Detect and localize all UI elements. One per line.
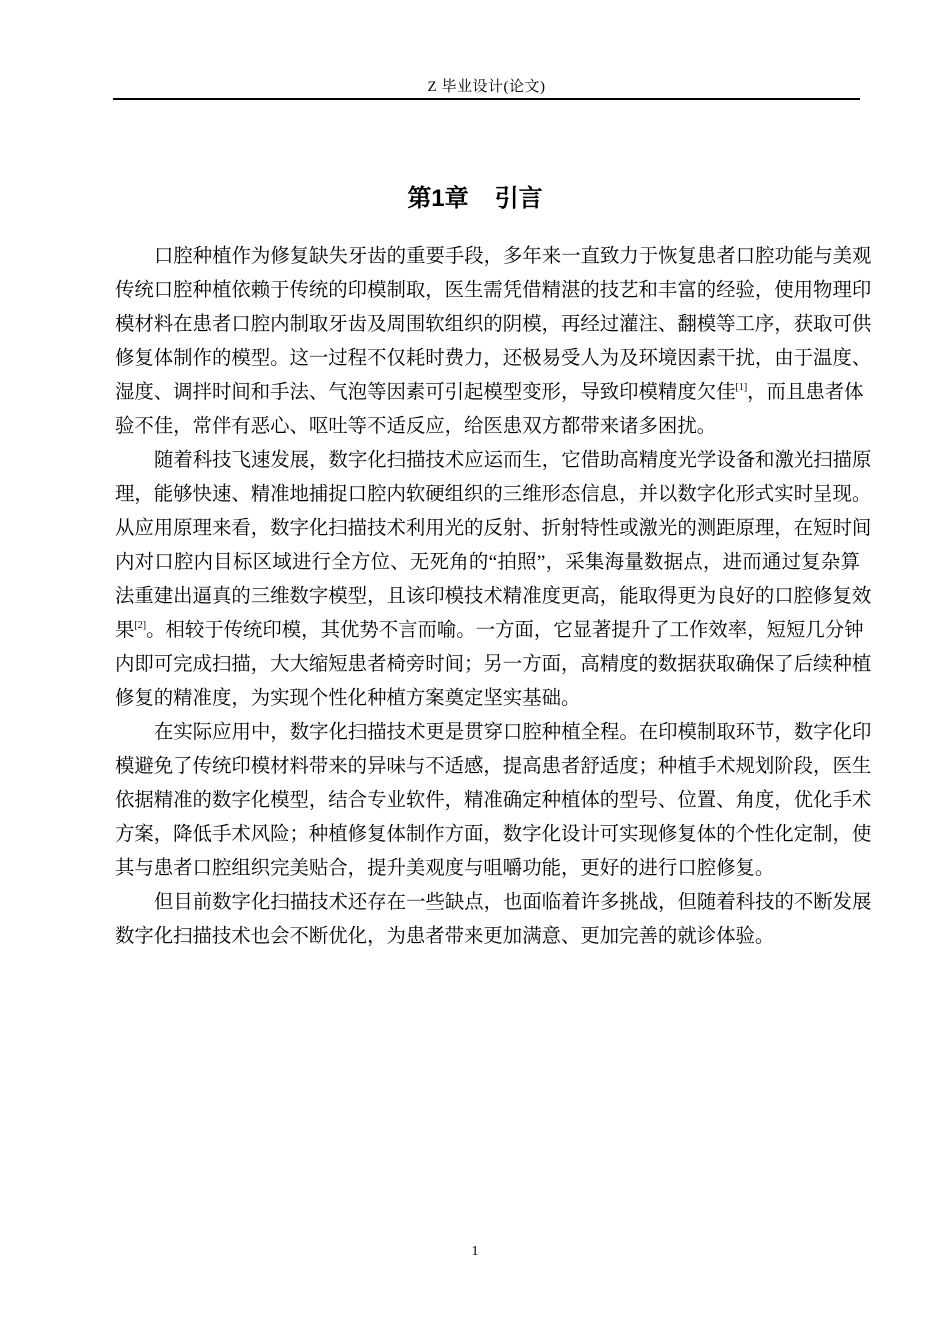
paragraph [115,444,872,716]
page-number: 1 [471,1244,479,1259]
text-line: 传统口腔种植依赖于传统的印模制取，医生需凭借精湛的技艺和丰富的经验，使用物理印 [115,280,872,301]
text-line: 修复的精准度，为实现个性化种植方案奠定坚实基础。 [115,688,581,709]
citation-ref: [1] [735,382,748,393]
text-line [115,614,864,648]
running-header: Z 毕业设计(论文) [427,79,546,95]
text-line: 模材料在患者口腔内制取牙齿及周围软组织的阴模，再经过灌注、翻模等工序，获取可供 [115,314,872,335]
paragraph [115,240,872,444]
text-line: 口腔种植作为修复缺失牙齿的重要手段，多年来一直致力于恢复患者口腔功能与美观 [154,246,872,267]
text-line: 修复体制作的模型。这一过程不仅耗时费力，还极易受人为及环境因素干扰，由于温度、 [115,348,872,369]
text-line: 模避免了传统印模材料带来的异味与不适感，提高患者舒适度；种植手术规划阶段，医生 [115,756,872,777]
text-line: 其与患者口腔组织完美贴合，提升美观度与咀嚼功能，更好的进行口腔修复。 [115,858,775,879]
text-line: 数字化扫描技术也会不断优化，为患者带来更加满意、更加完善的就诊体验。 [115,926,775,947]
text-segment: ，而且患者体 [747,382,864,403]
text-line: 在实际应用中，数字化扫描技术更是贯穿口腔种植全程。在印模制取环节，数字化印 [154,722,872,743]
body-text [115,240,872,954]
text-line: 内即可完成扫描，大大缩短患者椅旁时间；另一方面，高精度的数据获取确保了后续种植 [115,654,872,675]
text-line: 从应用原理来看，数字化扫描技术利用光的反射、折射特性或激光的测距原理，在短时间 [115,518,872,539]
text-line: 方案，降低手术风险；种植修复体制作方面，数字化设计可实现修复体的个性化定制，使 [115,824,872,845]
chapter-title [0,178,950,213]
chapter-number: 第1章 [407,185,469,212]
citation-ref: [2] [134,620,147,631]
paragraph [115,716,872,886]
text-segment: 湿度、调拌时间和手法、气泡等因素可引起模型变形，导致印模精度欠佳 [115,382,736,403]
text-segment: 果 [115,620,135,641]
text-line: 随着科技飞速发展，数字化扫描技术应运而生，它借助高精度光学设备和激光扫描原 [154,450,872,471]
text-line: 内对口腔内目标区域进行全方位、无死角的“拍照”，采集海量数据点，进而通过复杂算 [115,552,860,573]
text-line: 但目前数字化扫描技术还存在一些缺点，也面临着许多挑战，但随着科技的不断发展 [154,892,872,913]
header-divider [113,98,860,100]
text-line: 法重建出逼真的三维数字模型，且该印模技术精准度更高，能取得更为良好的口腔修复效 [115,586,872,607]
paragraph [115,886,872,954]
chapter-heading: 引言 [494,185,543,212]
text-line: 理，能够快速、精准地捕捉口腔内软硬组织的三维形态信息，并以数字化形式实时呈现。 [115,484,872,505]
text-segment: 。相较于传统印模，其优势不言而喻。一方面，它显著提升了工作效率，短短几分钟 [146,620,864,641]
text-line: 依据精准的数字化模型，结合专业软件，精准确定种植体的型号、位置、角度，优化手术 [115,790,872,811]
text-line: 验不佳，常伴有恶心、呕吐等不适反应，给医患双方都带来诸多困扰。 [115,416,717,437]
text-line [115,376,864,410]
